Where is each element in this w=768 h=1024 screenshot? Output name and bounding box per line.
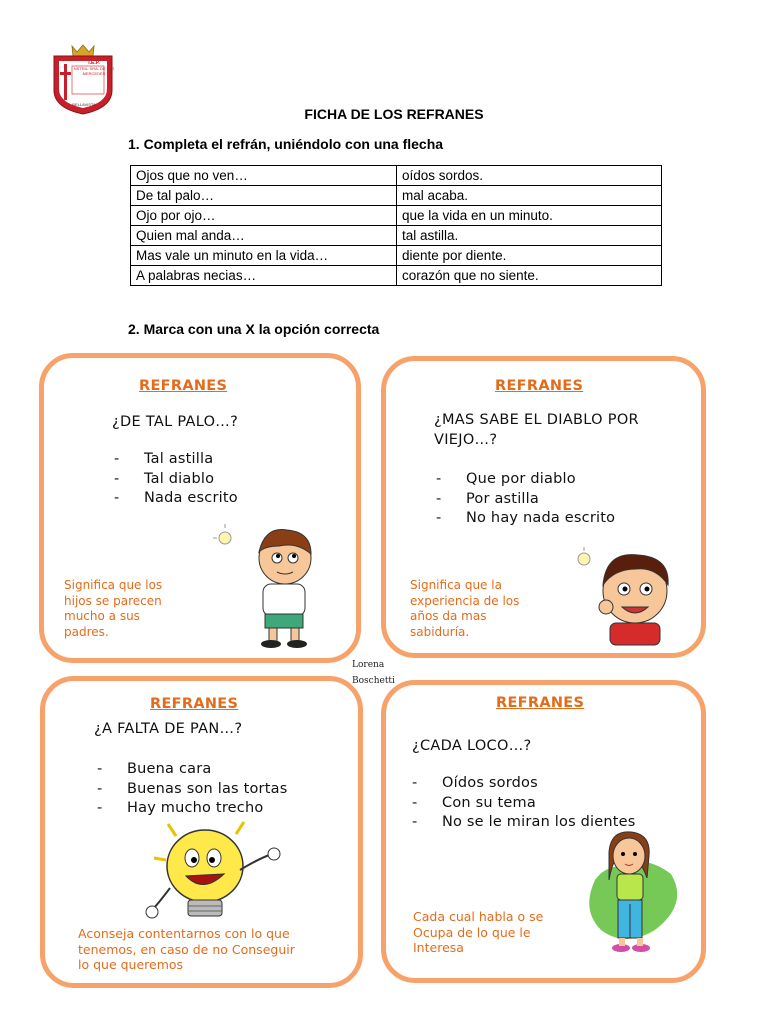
card-title: REFRANES <box>139 378 228 394</box>
option-item[interactable]: - Que por diablo <box>436 471 576 487</box>
option-item[interactable]: - No se le miran los dientes <box>412 814 636 830</box>
option-item[interactable]: - Buenas son las tortas <box>97 780 288 797</box>
thinking-boy-illustration <box>205 520 335 650</box>
table-cell: mal acaba. <box>397 186 662 206</box>
lightbulb-character-illustration <box>140 818 290 923</box>
smiling-boy-illustration <box>570 545 690 645</box>
table-row <box>131 206 662 226</box>
table-cell: Mas vale un minuto en la vida… <box>131 246 397 266</box>
table-cell: A palabras necias… <box>131 266 397 286</box>
table-cell: Ojo por ojo… <box>131 206 397 226</box>
logo-text-top: I.E.P. <box>88 60 100 66</box>
option-item[interactable]: - Nada escrito <box>114 490 238 506</box>
card-options <box>97 760 287 819</box>
card-question: ¿CADA LOCO…? <box>412 738 532 754</box>
table-cell: tal astilla. <box>397 226 662 246</box>
option-item[interactable]: - No hay nada escrito <box>436 510 616 526</box>
match-table <box>130 165 662 286</box>
option-item[interactable]: - Tal astilla <box>114 451 214 467</box>
card-options <box>114 450 238 509</box>
card-options <box>436 470 615 529</box>
card-title: REFRANES <box>496 695 585 711</box>
option-item[interactable]: - Por astilla <box>436 490 539 507</box>
table-cell: Quien mal anda… <box>131 226 397 246</box>
card-meaning: Cada cual habla o se Ocupa de lo que le Interesa <box>413 909 544 955</box>
question-2: 2. Marca con una X la opción correcta <box>128 321 380 337</box>
card-question: ¿DE TAL PALO…? <box>112 414 239 430</box>
card-options <box>412 774 636 833</box>
table-row <box>131 186 662 206</box>
table-cell: diente por diente. <box>397 246 662 266</box>
card-question: ¿MAS SABE EL DIABLO POR VIEJO…? <box>434 412 639 448</box>
table-cell: que la vida en un minuto. <box>397 206 662 226</box>
lightbulb-icon <box>578 547 590 565</box>
logo-text-name: NSTRA. SRA. DE LAS MERCEDES <box>73 66 115 76</box>
option-item[interactable]: - Tal diablo <box>114 470 215 487</box>
option-item[interactable]: - Oídos sordos <box>412 775 538 791</box>
card-question: ¿A FALTA DE PAN…? <box>94 721 243 737</box>
page-title: FICHA DE LOS REFRANES <box>304 106 484 122</box>
table-row <box>131 266 662 286</box>
option-item[interactable]: - Hay mucho trecho <box>97 800 264 816</box>
table-cell: Ojos que no ven… <box>131 166 397 186</box>
logo-text-bottom: BELLAVISTA <box>72 102 96 107</box>
table-row <box>131 166 662 186</box>
table-cell: corazón que no siente. <box>397 266 662 286</box>
girl-thinking-illustration <box>585 830 690 965</box>
card-title: REFRANES <box>150 696 239 712</box>
table-row <box>131 226 662 246</box>
card-meaning: Aconseja contentarnos con lo que tenemos, en caso de no Conseguir lo que queremos <box>78 926 295 972</box>
lightbulb-icon <box>213 524 231 544</box>
signature: Lorena Boschetti <box>352 660 395 686</box>
card-meaning: Significa que la experiencia de los años da mas sabiduría. <box>410 578 520 639</box>
card-meaning: Significa que los hijos se parecen mucho a sus padres. <box>64 578 163 639</box>
table-cell: De tal palo… <box>131 186 397 206</box>
table-cell: oídos sordos. <box>397 166 662 186</box>
question-1: 1. Completa el refrán, uniéndolo con una flecha <box>128 136 444 152</box>
option-item[interactable]: - Buena cara <box>97 761 212 777</box>
card-title: REFRANES <box>495 378 584 394</box>
option-item[interactable]: - Con su tema <box>412 794 536 811</box>
table-row <box>131 246 662 266</box>
